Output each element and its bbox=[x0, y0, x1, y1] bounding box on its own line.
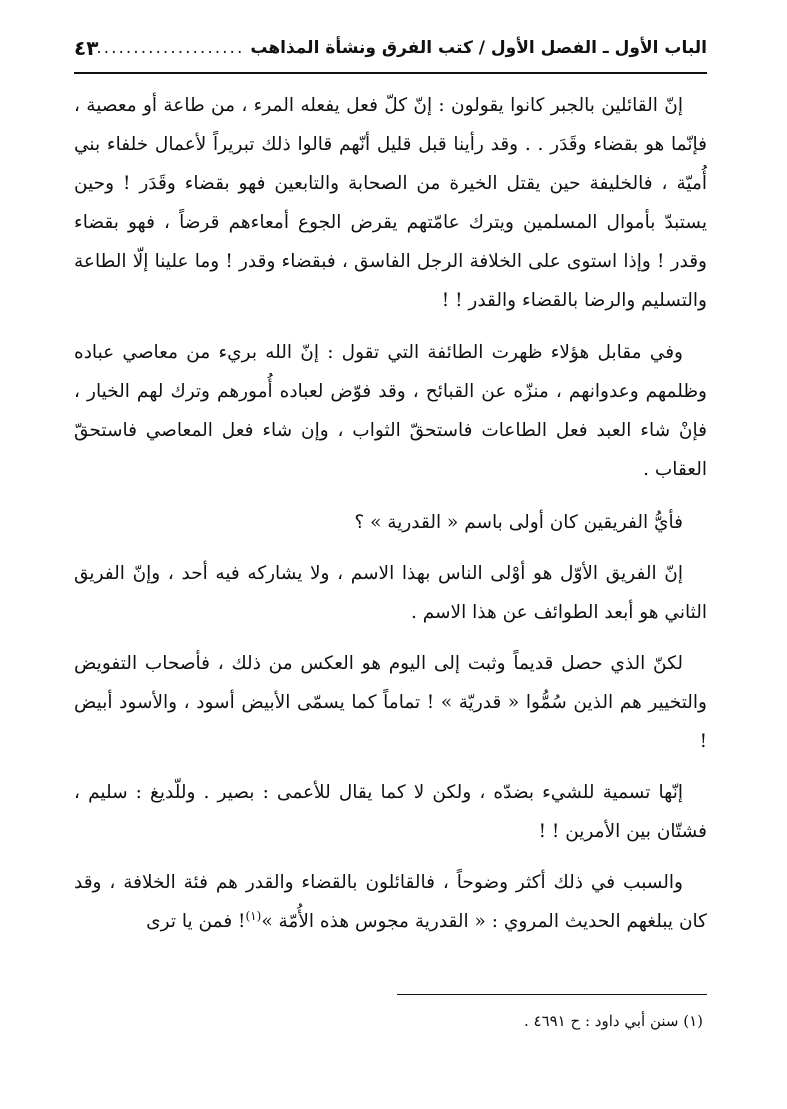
paragraph-7 bbox=[74, 863, 707, 941]
page-number: ٤٣ bbox=[74, 36, 99, 60]
paragraph-7-text: والسبب في ذلك أكثر وضوحاً ، فالقائلون بالقضاء والقدر هم فئة الخلافة ، وقد كان يبلغهم الحديث المروي : « القدرية مجوس هذه الأُمّة » bbox=[74, 872, 707, 932]
paragraph-6: إنّها تسمية للشيء بضدّه ، ولكن لا كما يقال للأعمى : بصير . وللّديغ : سليم ، فشتّان بين الأمرين ! ! bbox=[74, 782, 707, 842]
header-rule bbox=[74, 72, 707, 74]
footnote-separator bbox=[397, 994, 707, 995]
paragraph-4: إنّ الفريق الأوّل هو أوْلى الناس بهذا الاسم ، ولا يشاركه فيه أحد ، وإنّ الفريق الثاني هو أبعد الطوائف عن هذا الاسم . bbox=[74, 563, 707, 623]
footnote: (١) سنن أبي داود : ح ٤٦٩١ . bbox=[523, 1012, 703, 1030]
main-text bbox=[74, 86, 707, 941]
header-dot-leader bbox=[98, 38, 250, 58]
paragraph-7-tail: ! فمن يا ترى bbox=[146, 911, 246, 932]
running-header bbox=[74, 28, 707, 68]
footnote-reference[interactable]: (١) bbox=[245, 908, 262, 923]
header-title: الباب الأول ـ الفصل الأول / كتب الفرق ونشأة المذاهب bbox=[250, 38, 707, 58]
paragraph-1: إنّ القائلين بالجبر كانوا يقولون : إنّ كلّ فعل يفعله المرء ، من طاعة أو معصية ، فإنّما هو بقضاء وقَدَر . . وقد رأينا قبل قليل أنّهم قالوا ذلك تبريراً لأعمال خلفاء بني أُميّة ، فالخليفة حين يقتل الخيرة من الصحابة والتابعين فهو بقضاء وقَدَر ! وحين يستبدّ بأموال المسلمين ويترك عامّتهم يقرض الجوع أمعاءهم قرضاً ، فهو بقضاء وقدر ! وإذا استوى على الخلافة الرجل الفاسق ، فبقضاء وقدر ! وما علينا إلّا الطاعة والتسليم والرضا بالقضاء والقدر ! ! bbox=[74, 95, 707, 311]
paragraph-2: وفي مقابل هؤلاء ظهرت الطائفة التي تقول : إنّ الله بريء من معاصي عباده وظلمهم وعدوانهم ، منزّه عن القبائح ، وقد فوّض لعباده أُمورهم وترك لهم الخيار ، فإنْ شاء العبد فعل الطاعات فاستحقّ الثواب ، وإن شاء فعل المعاصي فاستحقّ العقاب . bbox=[74, 342, 707, 480]
paragraph-5: لكنّ الذي حصل قديماً وثبت إلى اليوم هو العكس من ذلك ، فأصحاب التفويض والتخيير هم الذين سُمُّوا « قدريّة » ! تماماً كما يسمّى الأبيض أسود ، والأسود أبيض ! bbox=[74, 653, 707, 752]
paragraph-3: فأيُّ الفريقين كان أولى باسم « القدرية » ؟ bbox=[354, 512, 683, 533]
